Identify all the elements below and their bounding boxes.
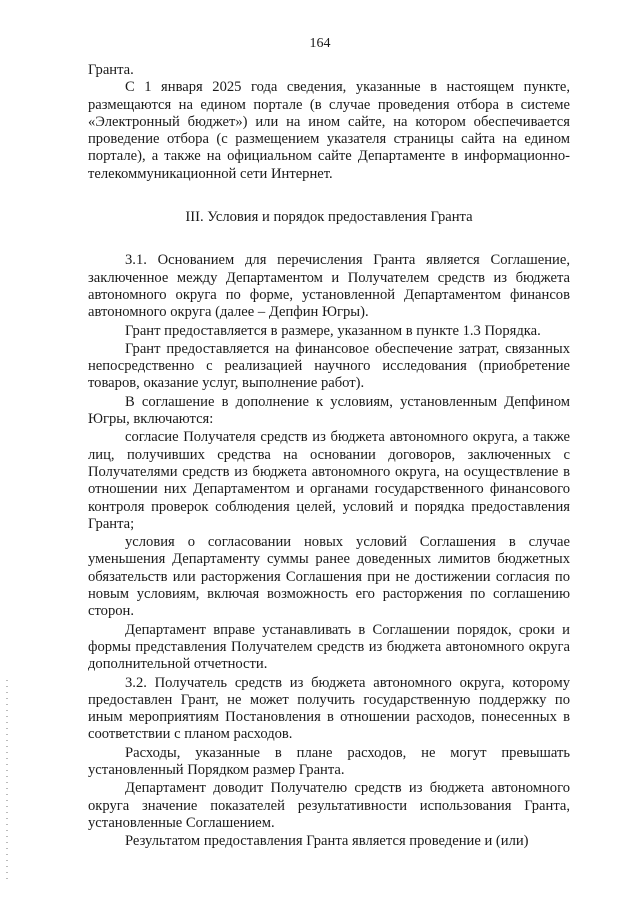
paragraph: 3.2. Получатель средств из бюджета автономного округа, которому предоставлен Грант, не может получить государственную поддержку по иным мероприятиям Постановления в отношении расходов, понесенных в соответствии с планом расходов. xyxy=(88,674,570,743)
document-body xyxy=(88,62,570,850)
paragraph: Департамент доводит Получателю средств из бюджета автономного округа значение показателей результативности использования Гранта, установленные Соглашением. xyxy=(88,780,570,831)
section-heading: III. Условия и порядок предоставления Гранта xyxy=(185,209,473,226)
scan-edge-marks xyxy=(6,680,8,880)
page-number: 164 xyxy=(309,36,331,51)
paragraph: В соглашение в дополнение к условиям, установленным Депфином Югры, включаются: xyxy=(88,393,570,428)
paragraph: условия о согласовании новых условий Соглашения в случае уменьшения Департаменту суммы ранее доведенных лимитов бюджетных обязательств или расторжения Соглашения при не достижении согласия по новым условиям, включая возможность его расторжения по соглашению сторон. xyxy=(88,534,570,620)
paragraph: С 1 января 2025 года сведения, указанные в настоящем пункте, размещаются на едином портале (в случае проведения отбора в системе «Электронный бюджет») или на ином сайте, на котором обеспечивается проведение отбора (с размещением указателя страницы сайта на едином портале), а также на официальном сайте Департаменте в информационно-телекоммуникационной сети Интернет. xyxy=(88,79,570,182)
paragraph: Грант предоставляется на финансовое обеспечение затрат, связанных непосредственно с реализацией научного исследования (приобретение товаров, оказание услуг, выполнение работ). xyxy=(88,340,570,392)
paragraph: согласие Получателя средств из бюджета автономного округа, а также лиц, получивших средства на основании договоров, заключенных с Получателями средств из бюджета автономного округа, на осуществление в отношении них Департаментом и органами государственного финансового контроля проверок соблюдения целей, условий и порядка предоставления Гранта; xyxy=(88,429,570,532)
paragraph: Гранта. xyxy=(88,62,134,78)
paragraph: Департамент вправе устанавливать в Соглашении порядок, сроки и формы представления Получателем средств из бюджета автономного округа дополнительной отчетности. xyxy=(88,621,570,673)
paragraph: 3.1. Основанием для перечисления Гранта является Соглашение, заключенное между Департаментом и Получателем средств из бюджета автономного округа по форме, установленной Департаментом финансов автономного округа (далее – Депфин Югры). xyxy=(88,252,570,321)
paragraph: Расходы, указанные в плане расходов, не могут превышать установленный Порядком размер Гранта. xyxy=(88,744,570,778)
paragraph: Результатом предоставления Гранта является проведение и (или) xyxy=(125,833,529,850)
paragraph: Грант предоставляется в размере, указанном в пункте 1.3 Порядка. xyxy=(125,322,541,339)
